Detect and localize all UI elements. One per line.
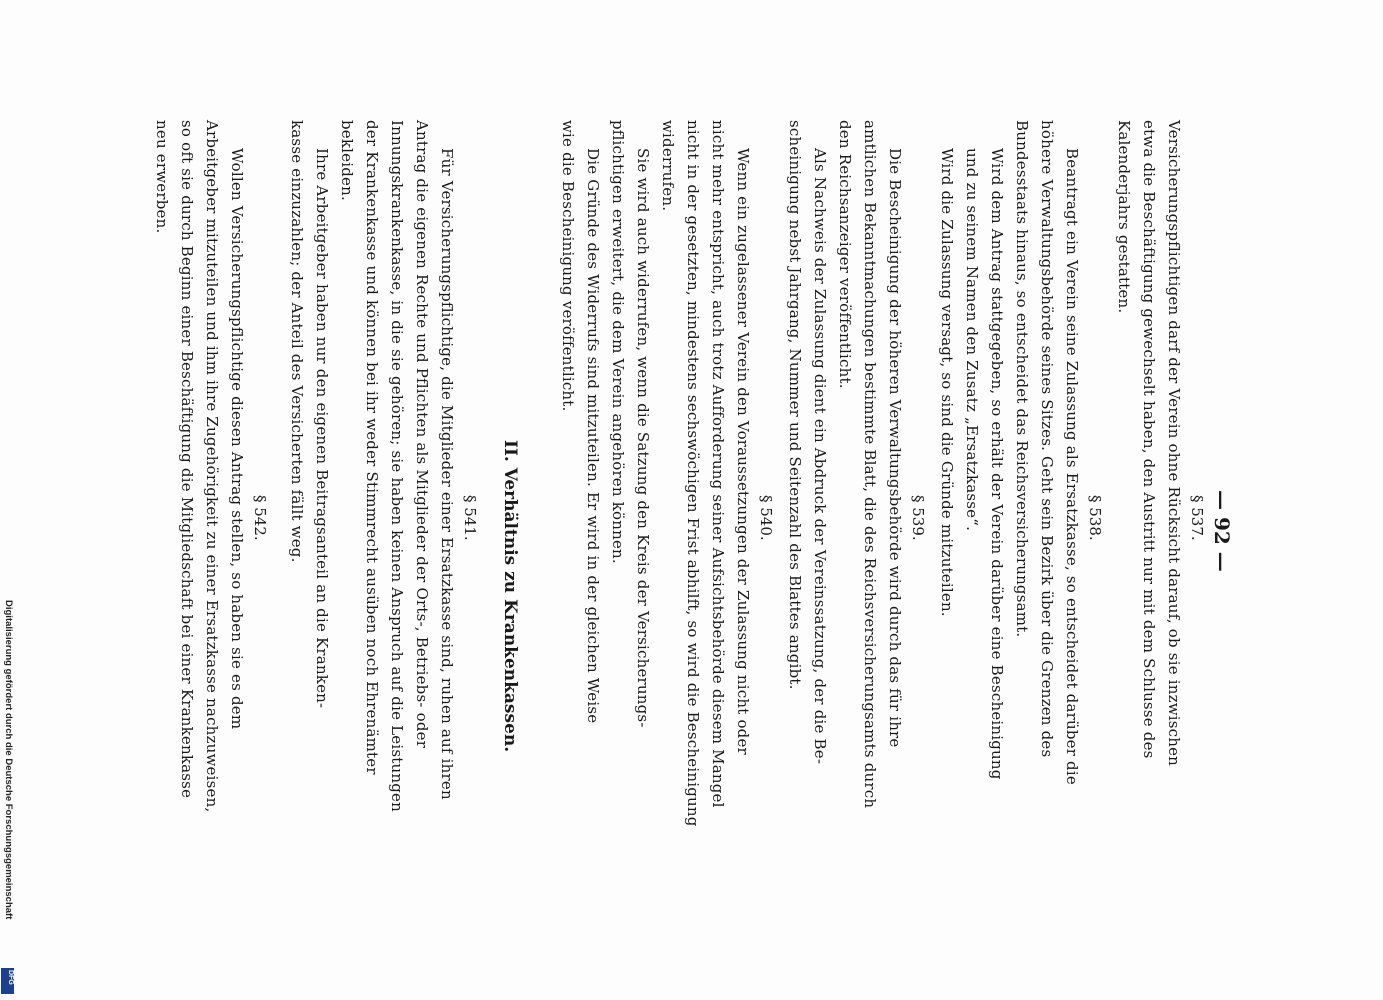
- text-line: bekleiden.: [338, 120, 356, 201]
- text-line: Wird die Zulassung versagt, so sind die Gründe mitzuteilen.: [938, 148, 956, 617]
- part-heading: II. Verhältnis zu Krankenkassen.: [500, 440, 520, 753]
- text-line: Arbeitgeber mitzuteilen und ihm ihre Zugehörigkeit zu einer Ersatzkasse nachzuweisen,: [203, 120, 221, 813]
- text-line: wie die Bescheinigung veröffentlicht.: [559, 120, 577, 412]
- text-line: Die Bescheinigung der höheren Verwaltungsbehörde wird durch das für ihre: [886, 148, 904, 748]
- rotated-text-block: [130, 120, 1234, 1000]
- section-title: § 540.: [757, 495, 775, 541]
- text-line: der Krankenkasse und können bei ihr weder Stimmrecht ausüben noch Ehrenämter: [363, 120, 381, 775]
- section-title: § 541.: [461, 495, 479, 541]
- text-line: Antrag die eigenen Rechte und Pflichten als Mitglieder der Orts-, Betriebs- oder: [413, 120, 431, 749]
- page-content: [130, 120, 1234, 1000]
- dfg-logo: [1, 968, 14, 994]
- section-title: § 542.: [251, 495, 269, 541]
- page-number: — 92 —: [1210, 490, 1234, 572]
- text-line: den Reichsanzeiger veröffentlicht.: [836, 120, 854, 389]
- text-line: etwa die Beschäftigung gewechselt haben, den Austritt nur mit dem Schlusse des: [1140, 120, 1158, 759]
- text-line: so oft sie durch Beginn einer Beschäftigung die Mitgliedschaft bei einer Krankenkasse: [178, 120, 196, 799]
- text-line: pflichtigen erweitert, die dem Verein angehören können.: [609, 120, 627, 564]
- text-line: Versicherungspflichtigen darf der Verein ohne Rücksicht darauf, ob sie inzwischen: [1165, 120, 1183, 767]
- text-line: Sie wird auch widerrufen, wenn die Satzung den Kreis der Versicherungs-: [634, 148, 652, 728]
- text-line: Als Nachweis der Zulassung dient ein Abdruck der Vereinssatzung, der die Be-: [811, 148, 829, 765]
- text-line: und zu seinem Namen den Zusatz „Ersatzkasse“.: [963, 148, 981, 532]
- text-line: nicht mehr entspricht, auch trotz Aufforderung seiner Aufsichtsbehörde diesem Mangel: [709, 120, 727, 808]
- text-line: Wollen Versicherungspflichtige diesen Antrag stellen, so haben sie es dem: [228, 148, 246, 730]
- text-line: Wenn ein zugelassener Verein den Voraussetzungen der Zulassung nicht oder: [734, 148, 752, 755]
- dfg-credit-text: Digitalisierung gefördert durch die Deutsche Forschungsgemeinschaft: [3, 600, 14, 920]
- section-title: § 539.: [909, 495, 927, 541]
- text-line: Kalenderjahrs gestatten.: [1115, 120, 1133, 314]
- text-line: kasse einzuzahlen; der Anteil des Versicherten fällt weg.: [288, 120, 306, 563]
- text-line: Innungskrankenkasse, in die sie gehören; sie haben keinen Anspruch auf die Leistungen: [388, 120, 406, 812]
- text-line: Wird dem Antrag stattgegeben, so erhält der Verein darüber eine Bescheinigung: [988, 148, 1006, 780]
- text-line: Bundesstaats hinaus, so entscheidet das Reichsversicherungsamt.: [1013, 120, 1031, 638]
- text-line: scheinigung nebst Jahrgang, Nummer und Seitenzahl des Blattes angibt.: [786, 120, 804, 690]
- text-line: Ihre Arbeitgeber haben nur den eigenen Beitragsanteil an die Kranken-: [313, 148, 331, 709]
- text-line: nicht in der gesetzten, mindestens sechswöchigen Frist abhilft, so wird die Bescheinigung: [684, 120, 702, 827]
- text-line: Beantragt ein Verein seine Zulassung als Ersatzkasse, so entscheidet darüber die: [1063, 148, 1081, 785]
- text-line: amtlichen Bekanntmachungen bestimmte Blatt, die des Reichsversicherungsamts durch: [861, 120, 879, 809]
- text-line: höhere Verwaltungsbehörde seines Sitzes. Geht sein Bezirk über die Grenzen des: [1038, 120, 1056, 758]
- section-title: § 538.: [1086, 495, 1104, 541]
- dfg-logo-label: DFG: [7, 970, 14, 985]
- text-line: Für Versicherungspflichtige, die Mitglieder einer Ersatzkasse sind, ruhen auf ihren: [438, 148, 456, 800]
- text-line: widerrufen.: [659, 120, 677, 212]
- text-line: neu erwerben.: [153, 120, 171, 234]
- section-title: § 537.: [1188, 495, 1206, 541]
- text-line: Die Gründe des Widerrufs sind mitzuteilen. Er wird in der gleichen Weise: [584, 148, 602, 724]
